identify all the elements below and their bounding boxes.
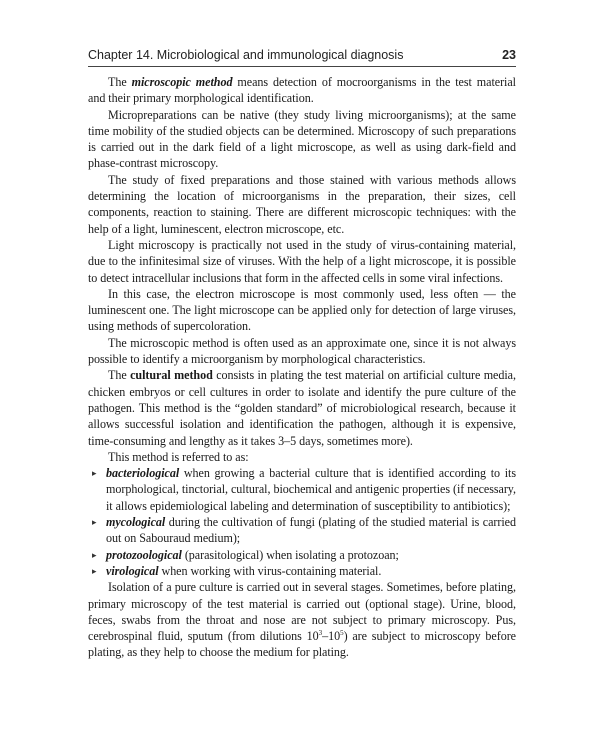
list-term: virological xyxy=(106,563,159,578)
chapter-title: Chapter 14. Microbiological and immunological diagnosis xyxy=(88,48,404,62)
bullet-icon: ▸ xyxy=(92,517,97,528)
bullet-icon: ▸ xyxy=(92,565,97,576)
list-item: ▸ virological when working with virus-containing material. xyxy=(92,563,382,578)
list-term: bacteriological xyxy=(106,466,180,481)
running-header xyxy=(88,48,516,62)
list-term: protozoological xyxy=(106,547,182,562)
term-cultural-method: cultural method xyxy=(130,368,213,383)
body-text xyxy=(88,74,516,661)
superscript: 5 xyxy=(340,629,344,638)
method-list xyxy=(88,465,516,579)
list-item: ▸ mycological during the cultivation of fungi (plating of the studied material is carried out on Sabouraud medium); xyxy=(92,515,516,546)
bullet-icon: ▸ xyxy=(92,468,97,479)
page-number: 23 xyxy=(502,48,516,62)
bullet-icon: ▸ xyxy=(92,549,97,560)
paragraph: The cultural method consists in plating the test material on artificial culture media, chicken embryos or cell cultures in order to isolate and identify the pure culture of the pathogen. This method is the “golden standard” of microbiological research, because it allows successful isolation and identification the pathogen, although it is expensive, time-consuming and lengthy as it takes 3–5 days, sometimes more). xyxy=(88,368,516,448)
paragraph: The microscopic method is often used as an approximate one, since it is not always possible to identify a microorganism by morphological characteristics. xyxy=(88,335,516,367)
paragraph: Isolation of a pure culture is carried out in several stages. Sometimes, before plating, primary microscopy of the test material is carried out (optional stage). Urine, blood, feces, swabs from the throat and nose are not subject to primary microscopy. Pus, cerebrospinal fluid, sputum (from dilutions $10^3-10^5$) are subject to microscopy before plating, as they help to choose the medium for plating. xyxy=(88,580,516,660)
header-rule xyxy=(88,66,516,67)
paragraph: Micropreparations can be native (they study living microorganisms); at the same time mobility of the studied objects can be determined. Microscopy of such preparations is carried out in the dark field of a light microscope, as well as using dark-field and phase-contrast microscopy. xyxy=(88,107,516,171)
term-microscopic-method: microscopic method xyxy=(131,75,233,89)
paragraph: The study of fixed preparations and those stained with various methods allows determining the location of microorganisms in the preparation, their sizes, cell components, reaction to staining. There are different microscopic techniques: with the help of a light, luminescent, electron microscope, etc. xyxy=(88,172,516,236)
paragraph: Light microscopy is practically not used in the study of virus-containing material, due to the infinitesimal size of viruses. With the help of a light microscope, it is possible to detect intracellular inclusions that form in the affected cells in some viral infections. xyxy=(88,237,516,285)
paragraph: This method is referred to as: xyxy=(108,449,249,464)
paragraph: The microscopic method means detection of mocroorganisms in the test material and their primary morphological identification. xyxy=(88,75,516,106)
list-item: ▸ protozoological (parasitological) when isolating a protozoan; xyxy=(92,547,399,562)
list-term: mycological xyxy=(106,515,166,530)
superscript: 3 xyxy=(318,629,323,638)
paragraph: In this case, the electron microscope is most commonly used, less often — the luminescent one. The light microscope can be applied only for detection of large viruses, using methods of supercoloration. xyxy=(88,286,516,334)
list-item: ▸ bacteriological when growing a bacterial culture that is identified according to its morphological, tinctorial, cultural, biochemical and antigenic properties (if necessary, it allows epidemiological labeling and determination of susceptibility to antibiotics); xyxy=(92,466,516,513)
